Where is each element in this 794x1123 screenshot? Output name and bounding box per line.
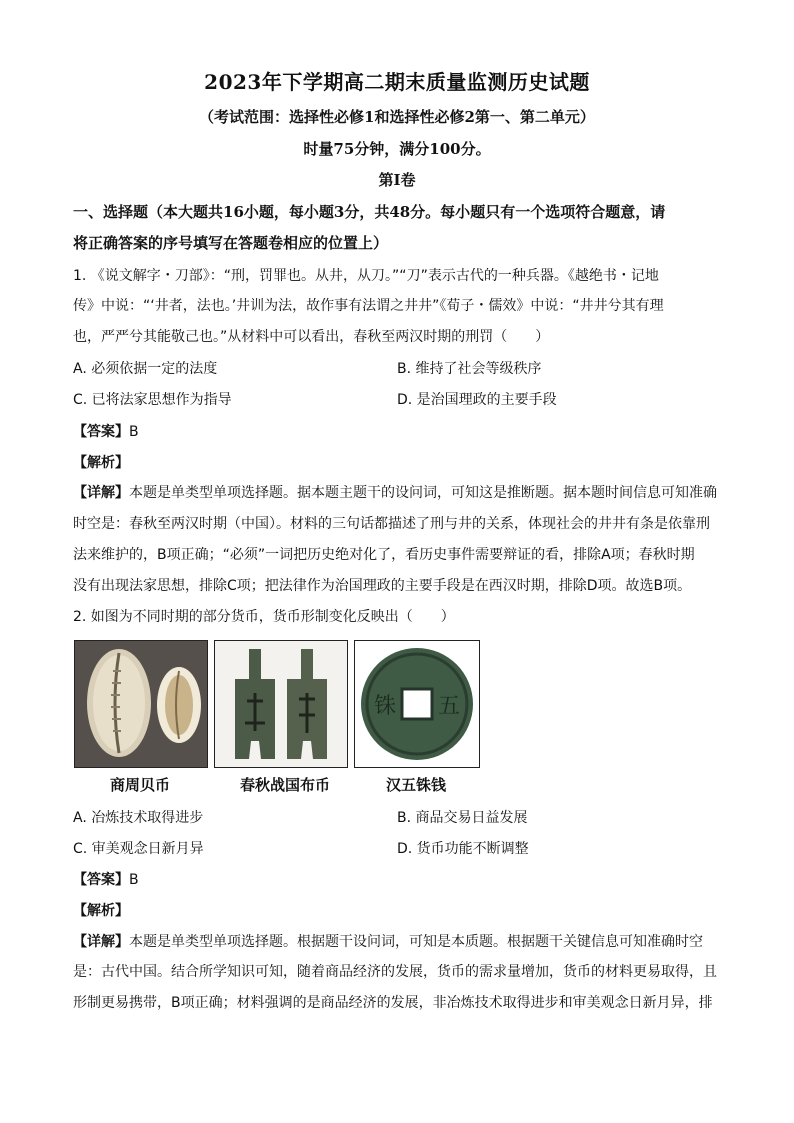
answer-value: B <box>129 872 139 888</box>
q2-detail-line: 形制更易携带，B项正确；材料强调的是商品经济的发展，非冶炼技术取得进步和审美观念日新月异，排 <box>73 995 713 1011</box>
q2-option-c: C. 审美观念日新月异 <box>73 841 204 857</box>
q2-analysis-tag <box>73 900 129 920</box>
q2-detail-line <box>73 932 723 952</box>
caption-spade-money: 春秋战国布币 <box>239 776 330 794</box>
q2-option-a: A. 冶炼技术取得进步 <box>73 810 204 826</box>
q1-detail-line <box>73 483 723 503</box>
q1-detail-line: 法来维护的，B项正确；“必须”一词把历史绝对化了，看历史事件需要辩证的看，排除A项；春秋时期 <box>73 547 695 563</box>
analysis-tag: 【解析】 <box>73 903 129 919</box>
caption-wuzhu-coin: 汉五铢钱 <box>385 776 446 794</box>
q1-option-d: D. 是治国理政的主要手段 <box>397 392 557 408</box>
q2-option-d: D. 货币功能不断调整 <box>397 841 529 857</box>
shell-money-image <box>74 640 208 768</box>
spade-money-image <box>214 640 348 768</box>
q1-option-b: B. 维持了社会等级秩序 <box>397 361 542 377</box>
detail-text: 本题是单类型单项选择题。据本题主题干的设问词，可知这是推断题。据本题时间信息可知准确 <box>129 485 717 501</box>
q1-stem-line: 1. 《说文解字・刀部》：“刑，罚罪也。从井，从刀。”“刀”表示古代的一种兵器。《越绝书・记地 <box>73 268 659 284</box>
q1-stem-line: 也，严严兮其能敬己也。”从材料中可以看出，春秋至两汉时期的刑罚（ ） <box>73 329 550 345</box>
coin-char-wu: 五 <box>437 694 461 719</box>
q1-detail-line: 时空是：春秋至两汉时期（中国）。材料的三句话都描述了刑与井的关系，体现社会的井井有条是依靠刑 <box>73 516 710 532</box>
q1-detail-line: 没有出现法家思想，排除C项；把法律作为治国理政的主要手段是在西汉时期，排除D项。故选B项。 <box>73 578 692 594</box>
wuzhu-coin-image <box>354 640 480 768</box>
detail-tag: 【详解】 <box>73 934 129 950</box>
detail-text: 本题是单类型单项选择题。根据题干设问词，可知是本质题。根据题干关键信息可知准确时空 <box>129 934 703 950</box>
q2-stem: 2. 如图为不同时期的部分货币，货币形制变化反映出（ ） <box>73 609 455 625</box>
q1-stem-line: 传》中说：“‘井者，法也。’井训为法，故作事有法谓之井井”《荀子・儒效》中说：“井井兮其有理 <box>73 298 664 314</box>
q1-answer <box>73 421 139 441</box>
section-heading: 一、选择题（本大题共16小题，每小题3分，共48分。每小题只有一个选项符合题意，请 <box>73 203 666 221</box>
q2-answer <box>73 869 139 889</box>
section-heading-cont: 将正确答案的序号填写在答题卷相应的位置上） <box>73 234 389 252</box>
detail-tag: 【详解】 <box>73 485 129 501</box>
caption-shell-money: 商周贝币 <box>109 776 170 794</box>
cowrie-shells-icon <box>75 641 207 767</box>
q1-option-a: A. 必须依据一定的法度 <box>73 361 218 377</box>
q2-detail-line: 是：古代中国。结合所学知识可知，随着商品经济的发展，货币的需求量增加，货币的材料更易取得，且 <box>73 964 717 980</box>
spade-coins-icon <box>215 641 347 767</box>
analysis-tag: 【解析】 <box>73 455 129 471</box>
wuzhu-coin-icon <box>355 641 479 767</box>
exam-scope: （考试范围：选择性必修1和选择性必修2第一、第二单元） <box>199 108 595 126</box>
answer-value: B <box>129 424 139 440</box>
q1-analysis-tag <box>73 452 129 472</box>
page-title: 2023年下学期高二期末质量监测历史试题 <box>204 70 590 94</box>
volume-label: 第Ⅰ卷 <box>378 171 416 189</box>
answer-tag: 【答案】 <box>73 424 129 440</box>
coin-char-zhu: 铢 <box>373 694 397 719</box>
exam-time: 时量75分钟，满分100分。 <box>303 140 491 158</box>
q2-option-b: B. 商品交易日益发展 <box>397 810 528 826</box>
answer-tag: 【答案】 <box>73 872 129 888</box>
q1-option-c: C. 已将法家思想作为指导 <box>73 392 232 408</box>
